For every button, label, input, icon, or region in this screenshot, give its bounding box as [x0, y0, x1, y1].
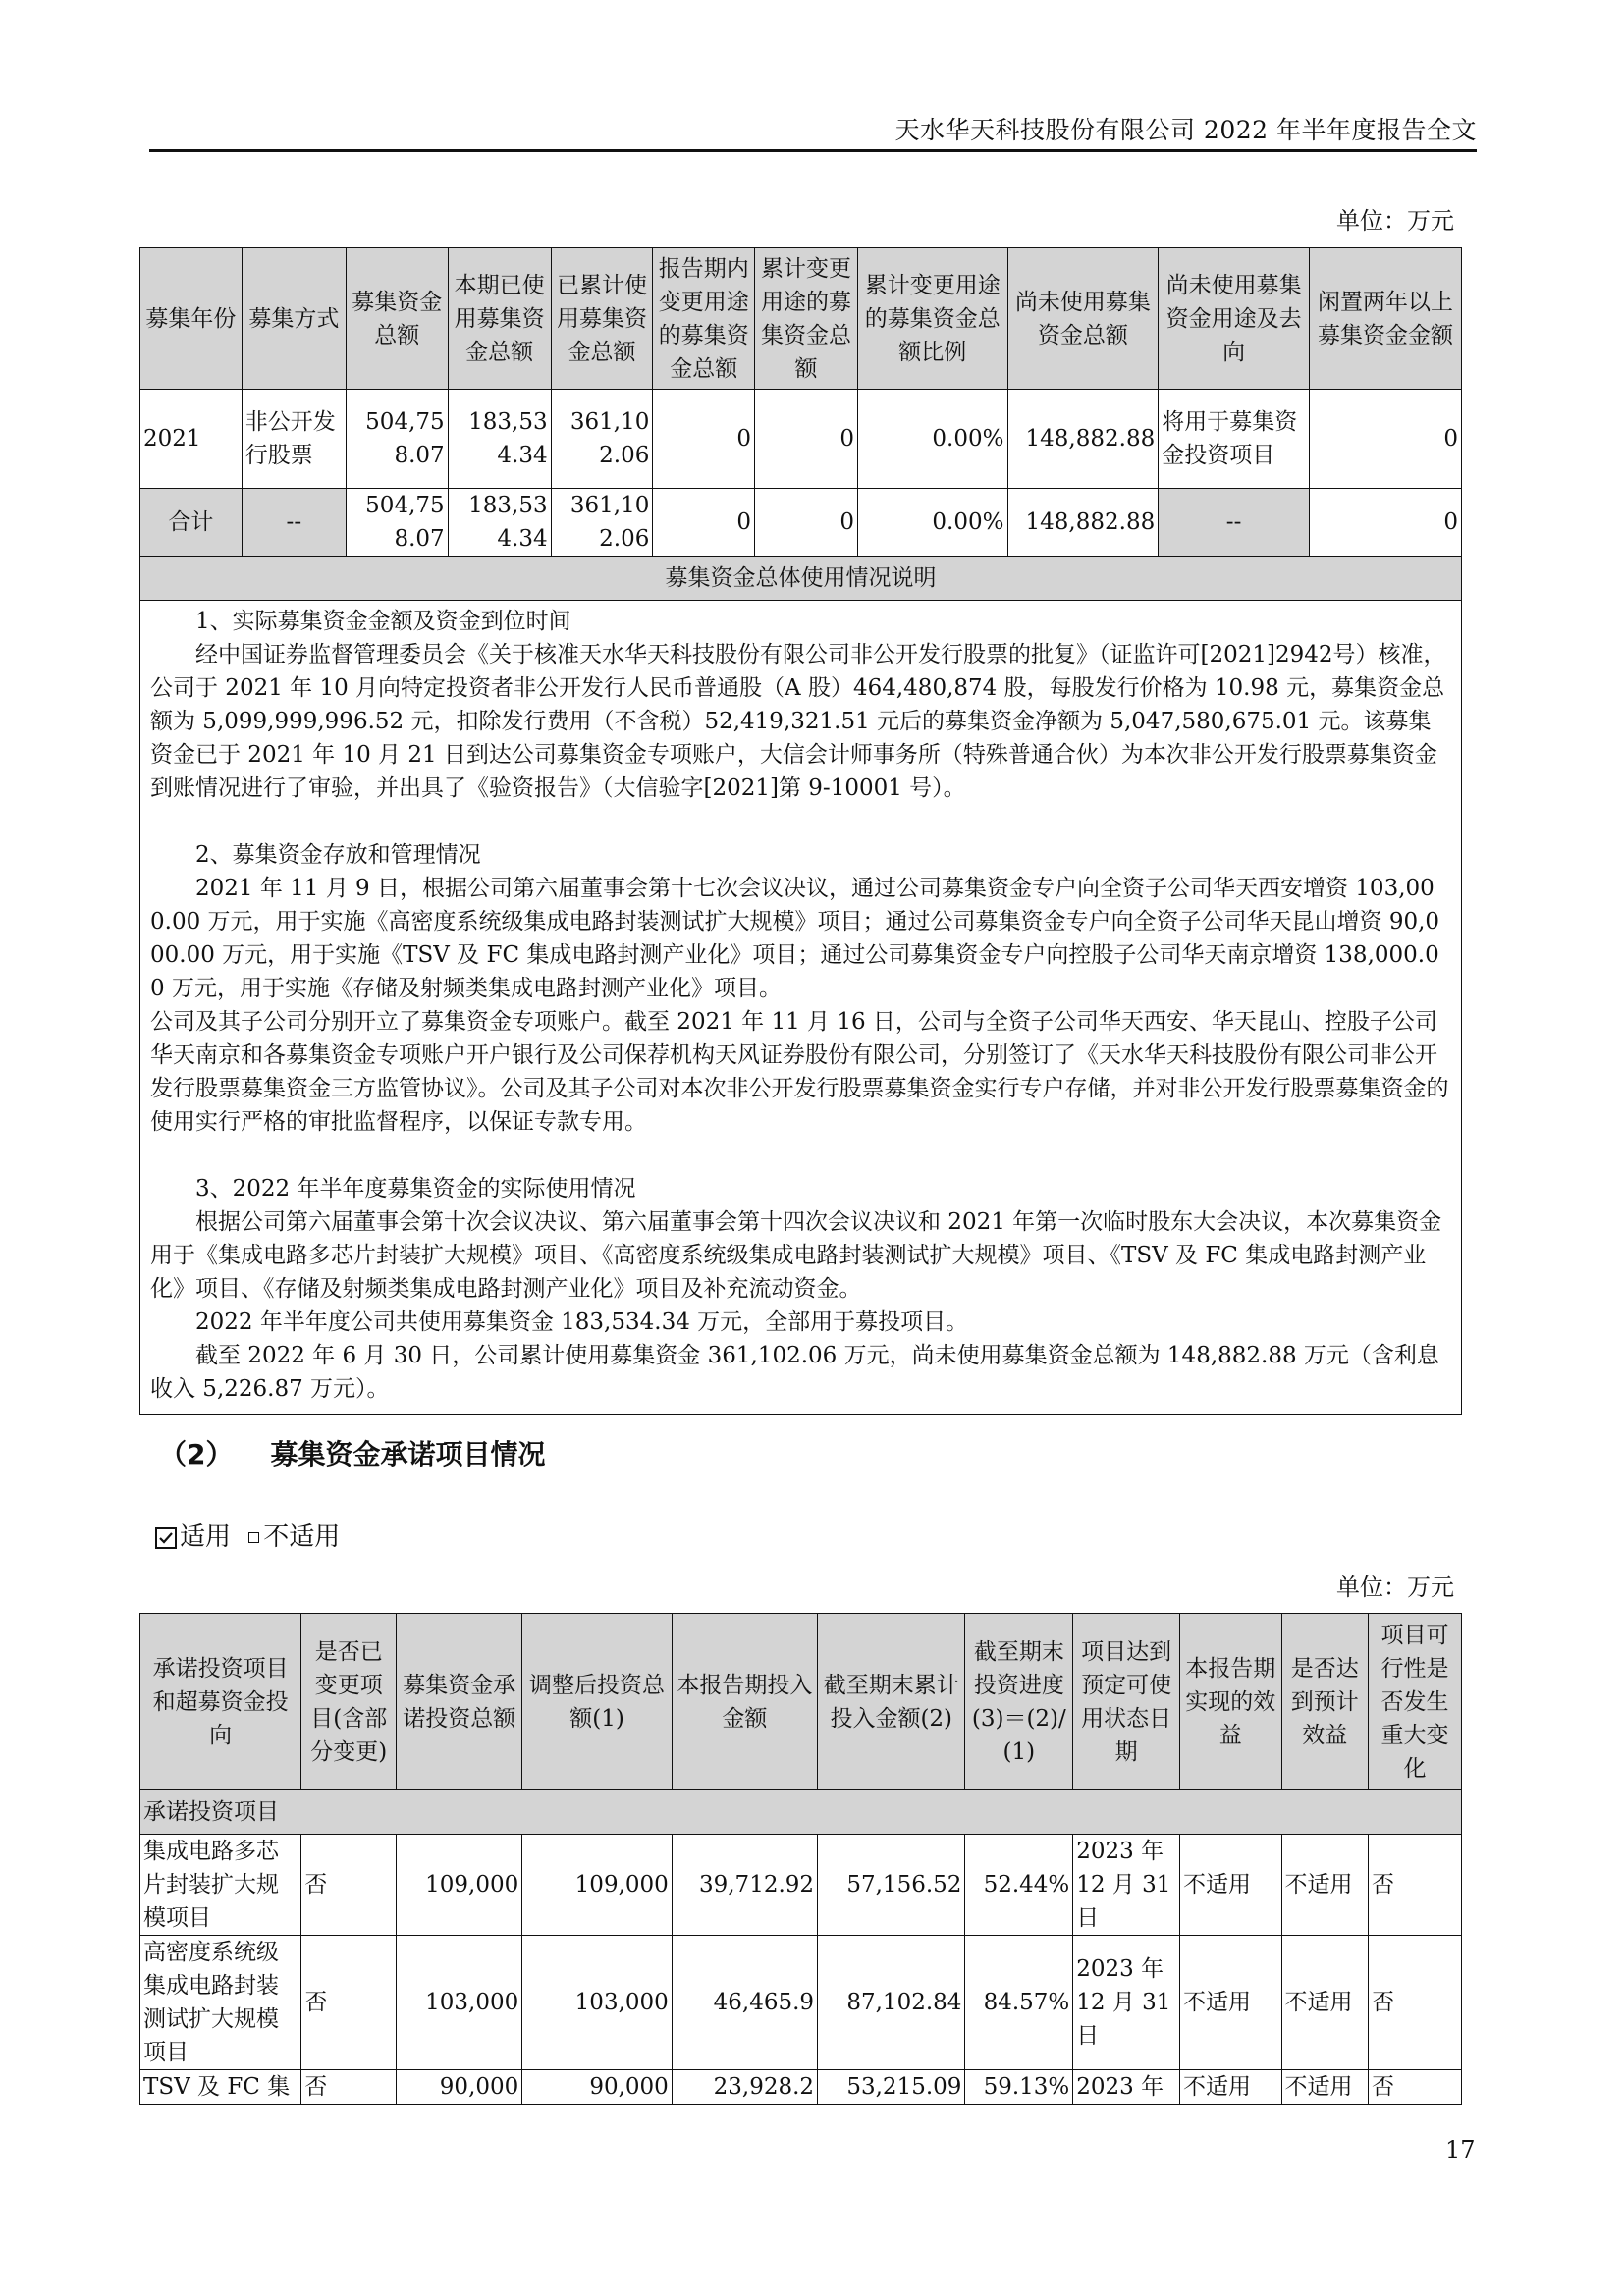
column-header: 截至期末累计投入金额(2) — [818, 1614, 965, 1790]
cell-feasibility-change: 否 — [1369, 2070, 1462, 2105]
desc-section2-body1: 2021 年 11 月 9 日，根据公司第六届董事会第十七次会议决议，通过公司募集资金专户向全资子公司华天西安增资 103,000.00 万元，用于实施《高密度系统级集成电路封装测试扩大规模》项目；通过公司募集资金专户向全资子公司华天昆山增资 90,000.00 万元，用于实施《TSV 及 FC 集成电路封测产业化》项目；通过公司募集资金专户向控股子公司华天南京增资 138,000.00 万元，用于实施《存储及射频类集成电路封测产业化》项目。 — [150, 876, 1440, 1001]
not-applicable-checkbox-icon[interactable] — [248, 1532, 259, 1543]
cell-cumulative-changed: 0 — [755, 390, 858, 489]
desc-section3-body1: 根据公司第六届董事会第十次会议决议、第六届董事会第十四次会议决议和 2021 年第一次临时股东大会决议，本次募集资金用于《集成电路多芯片封装扩大规模》项目、《高密度系统级集成电路封装测试扩大规模》项目、《TSV 及 FC 集成电路封测产业化》项目、《存储及射频类集成电路封测产业化》项目及补充流动资金。 — [150, 1209, 1442, 1302]
cell-period-changed: 0 — [653, 489, 755, 557]
cell-period-input: 23,928.2 — [672, 2070, 817, 2105]
cell-period-input: 39,712.92 — [672, 1835, 817, 1936]
table-header-row — [140, 1614, 1462, 1790]
cell-committed-total: 90,000 — [397, 2070, 522, 2105]
cell-adjusted-total: 90,000 — [522, 2070, 673, 2105]
cell-expected-benefit: 不适用 — [1281, 1936, 1369, 2070]
cell-changed: 否 — [301, 1936, 397, 2070]
table-row — [140, 2070, 1462, 2105]
cell-committed-total: 109,000 — [397, 1835, 522, 1936]
column-header: 报告期内变更用途的募集资金总额 — [653, 248, 755, 390]
cell-changed: 否 — [301, 1835, 397, 1936]
cell-unused-purpose: -- — [1159, 489, 1310, 557]
desc-section1-body: 经中国证券监督管理委员会《关于核准天水华天科技股份有限公司非公开发行股票的批复》（证监许可[2021]2942号）核准，公司于 2021 年 10 月向特定投资者非公开发行人民币普通股（A 股）464,480,874 股，每股发行价格为 10.98 元，募集资金总额为 5,099,999,996.52 元，扣除发行费用（不含税）52,419,321.51 元后的募集资金净额为 5,047,580,675.01 元。该募集资金已于 2021 年 10 月 21 日到达公司募集资金专项账户，大信会计师事务所（特殊普通合伙）为本次非公开发行股票募集资金到账情况进行了审验，并出具了《验资报告》（大信验字[2021]第 9-10001 号）。 — [150, 642, 1446, 801]
description-body — [140, 601, 1462, 1415]
cell-cumulative-used: 361,102.06 — [551, 390, 653, 489]
cell-changed: 否 — [301, 2070, 397, 2105]
table-total-row — [140, 489, 1462, 557]
committed-projects-table — [139, 1613, 1462, 2105]
section-title: 募集资金承诺项目情况 — [270, 1438, 546, 1470]
cell-unused-total: 148,882.88 — [1007, 390, 1159, 489]
cell-cumulative-changed: 0 — [755, 489, 858, 557]
cell-changed-ratio: 0.00% — [858, 489, 1007, 557]
cell-period-used: 183,534.34 — [448, 390, 551, 489]
column-header: 累计变更用途的募集资金总额比例 — [858, 248, 1007, 390]
cell-idle-amount: 0 — [1309, 390, 1461, 489]
cell-progress: 59.13% — [965, 2070, 1073, 2105]
column-header: 项目达到预定可使用状态日期 — [1073, 1614, 1180, 1790]
cell-project: 高密度系统级集成电路封装测试扩大规模项目 — [140, 1936, 301, 2070]
column-header: 累计变更用途的募集资金总额 — [755, 248, 858, 390]
column-header: 是否已变更项目(含部分变更) — [301, 1614, 397, 1790]
cell-period-input: 46,465.9 — [672, 1936, 817, 2070]
cell-adjusted-total: 103,000 — [522, 1936, 673, 2070]
section-heading — [159, 1433, 546, 1472]
table1-unit-label: 单位：万元 — [1336, 207, 1454, 235]
cell-period-changed: 0 — [653, 390, 755, 489]
cell-ready-date: 2023 年 12 月 31 日 — [1073, 1936, 1180, 2070]
cell-changed-ratio: 0.00% — [858, 390, 1007, 489]
desc-section1-title: 1、实际募集资金金额及资金到位时间 — [195, 609, 571, 634]
column-header: 募集年份 — [140, 248, 243, 390]
cell-cumulative-input: 53,215.09 — [818, 2070, 965, 2105]
table-row — [140, 390, 1462, 489]
table2-unit-label: 单位：万元 — [1336, 1574, 1454, 1601]
cell-ready-date: 2023 年 — [1073, 2070, 1180, 2105]
cell-method: -- — [242, 489, 346, 557]
cell-period-benefit: 不适用 — [1180, 1835, 1281, 1936]
column-header: 是否达到预计效益 — [1281, 1614, 1369, 1790]
cell-project: 集成电路多芯片封装扩大规模项目 — [140, 1835, 301, 1936]
column-header: 截至期末投资进度(3)＝(2)/(1) — [965, 1614, 1073, 1790]
section-number: （2） — [159, 1438, 234, 1470]
cell-adjusted-total: 109,000 — [522, 1835, 673, 1936]
cell-feasibility-change: 否 — [1369, 1835, 1462, 1936]
header-rule — [149, 149, 1477, 152]
cell-cumulative-input: 57,156.52 — [818, 1835, 965, 1936]
cell-period-benefit: 不适用 — [1180, 1936, 1281, 2070]
table-row — [140, 1936, 1462, 2070]
cell-expected-benefit: 不适用 — [1281, 1835, 1369, 1936]
column-header: 本报告期投入金额 — [672, 1614, 817, 1790]
cell-cumulative-input: 87,102.84 — [818, 1936, 965, 2070]
column-header: 承诺投资项目和超募资金投向 — [140, 1614, 301, 1790]
cell-unused-total: 148,882.88 — [1007, 489, 1159, 557]
column-header: 募集方式 — [242, 248, 346, 390]
description-title: 募集资金总体使用情况说明 — [140, 557, 1462, 601]
column-header: 募集资金承诺投资总额 — [397, 1614, 522, 1790]
cell-total-raised: 504,758.07 — [346, 489, 448, 557]
cell-total-label: 合计 — [140, 489, 243, 557]
group-row-committed-projects: 承诺投资项目 — [140, 1790, 1462, 1835]
raised-funds-usage-table — [139, 247, 1462, 1415]
table-header-row — [140, 248, 1462, 390]
cell-progress: 84.57% — [965, 1936, 1073, 2070]
cell-total-raised: 504,758.07 — [346, 390, 448, 489]
table-row — [140, 1835, 1462, 1936]
column-header: 募集资金总额 — [346, 248, 448, 390]
column-header: 尚未使用募集资金总额 — [1007, 248, 1159, 390]
desc-section3-body2: 2022 年半年度公司共使用募集资金 183,534.34 万元，全部用于募投项目。 — [195, 1309, 969, 1335]
cell-expected-benefit: 不适用 — [1281, 2070, 1369, 2105]
desc-section3-body3: 截至 2022 年 6 月 30 日，公司累计使用募集资金 361,102.06 万元，尚未使用募集资金总额为 148,882.88 万元（含利息收入 5,226.87 万元）。 — [150, 1343, 1439, 1402]
applicable-label: 适用 — [180, 1522, 232, 1552]
column-header: 调整后投资总额(1) — [522, 1614, 673, 1790]
not-applicable-label: 不适用 — [263, 1522, 341, 1552]
desc-section2-body2: 公司及其子公司分别开立了募集资金专项账户。截至 2021 年 11 月 16 日，公司与全资子公司华天西安、华天昆山、控股子公司华天南京和各募集资金专项账户开户银行及公司保荐机构天风证券股份有限公司，分别签订了《天水华天科技股份有限公司非公开发行股票募集资金三方监管协议》。公司及其子公司对本次非公开发行股票募集资金实行专户存储，并对非公开发行股票募集资金的使用实行严格的审批监督程序，以保证专款专用。 — [150, 1009, 1449, 1135]
column-header: 闲置两年以上募集资金金额 — [1309, 248, 1461, 390]
cell-project: TSV 及 FC 集 — [140, 2070, 301, 2105]
column-header: 本期已使用募集资金总额 — [448, 248, 551, 390]
column-header: 本报告期实现的效益 — [1180, 1614, 1281, 1790]
column-header: 尚未使用募集资金用途及去向 — [1159, 248, 1310, 390]
cell-cumulative-used: 361,102.06 — [551, 489, 653, 557]
cell-method: 非公开发行股票 — [242, 390, 346, 489]
cell-year: 2021 — [140, 390, 243, 489]
page-header-title: 天水华天科技股份有限公司 2022 年半年度报告全文 — [894, 116, 1477, 144]
cell-period-used: 183,534.34 — [448, 489, 551, 557]
cell-period-benefit: 不适用 — [1180, 2070, 1281, 2105]
cell-feasibility-change: 否 — [1369, 1936, 1462, 2070]
applicability-options — [155, 1517, 340, 1553]
cell-progress: 52.44% — [965, 1835, 1073, 1936]
cell-ready-date: 2023 年 12 月 31 日 — [1073, 1835, 1180, 1936]
cell-committed-total: 103,000 — [397, 1936, 522, 2070]
applicable-checkbox-checked-icon[interactable] — [155, 1527, 177, 1549]
cell-unused-purpose: 将用于募集资金投资项目 — [1159, 390, 1310, 489]
desc-section3-title: 3、2022 年半年度募集资金的实际使用情况 — [195, 1176, 636, 1201]
desc-section2-title: 2、募集资金存放和管理情况 — [195, 842, 481, 868]
cell-idle-amount: 0 — [1309, 489, 1461, 557]
column-header: 已累计使用募集资金总额 — [551, 248, 653, 390]
column-header: 项目可行性是否发生重大变化 — [1369, 1614, 1462, 1790]
page-number: 17 — [1445, 2136, 1476, 2163]
